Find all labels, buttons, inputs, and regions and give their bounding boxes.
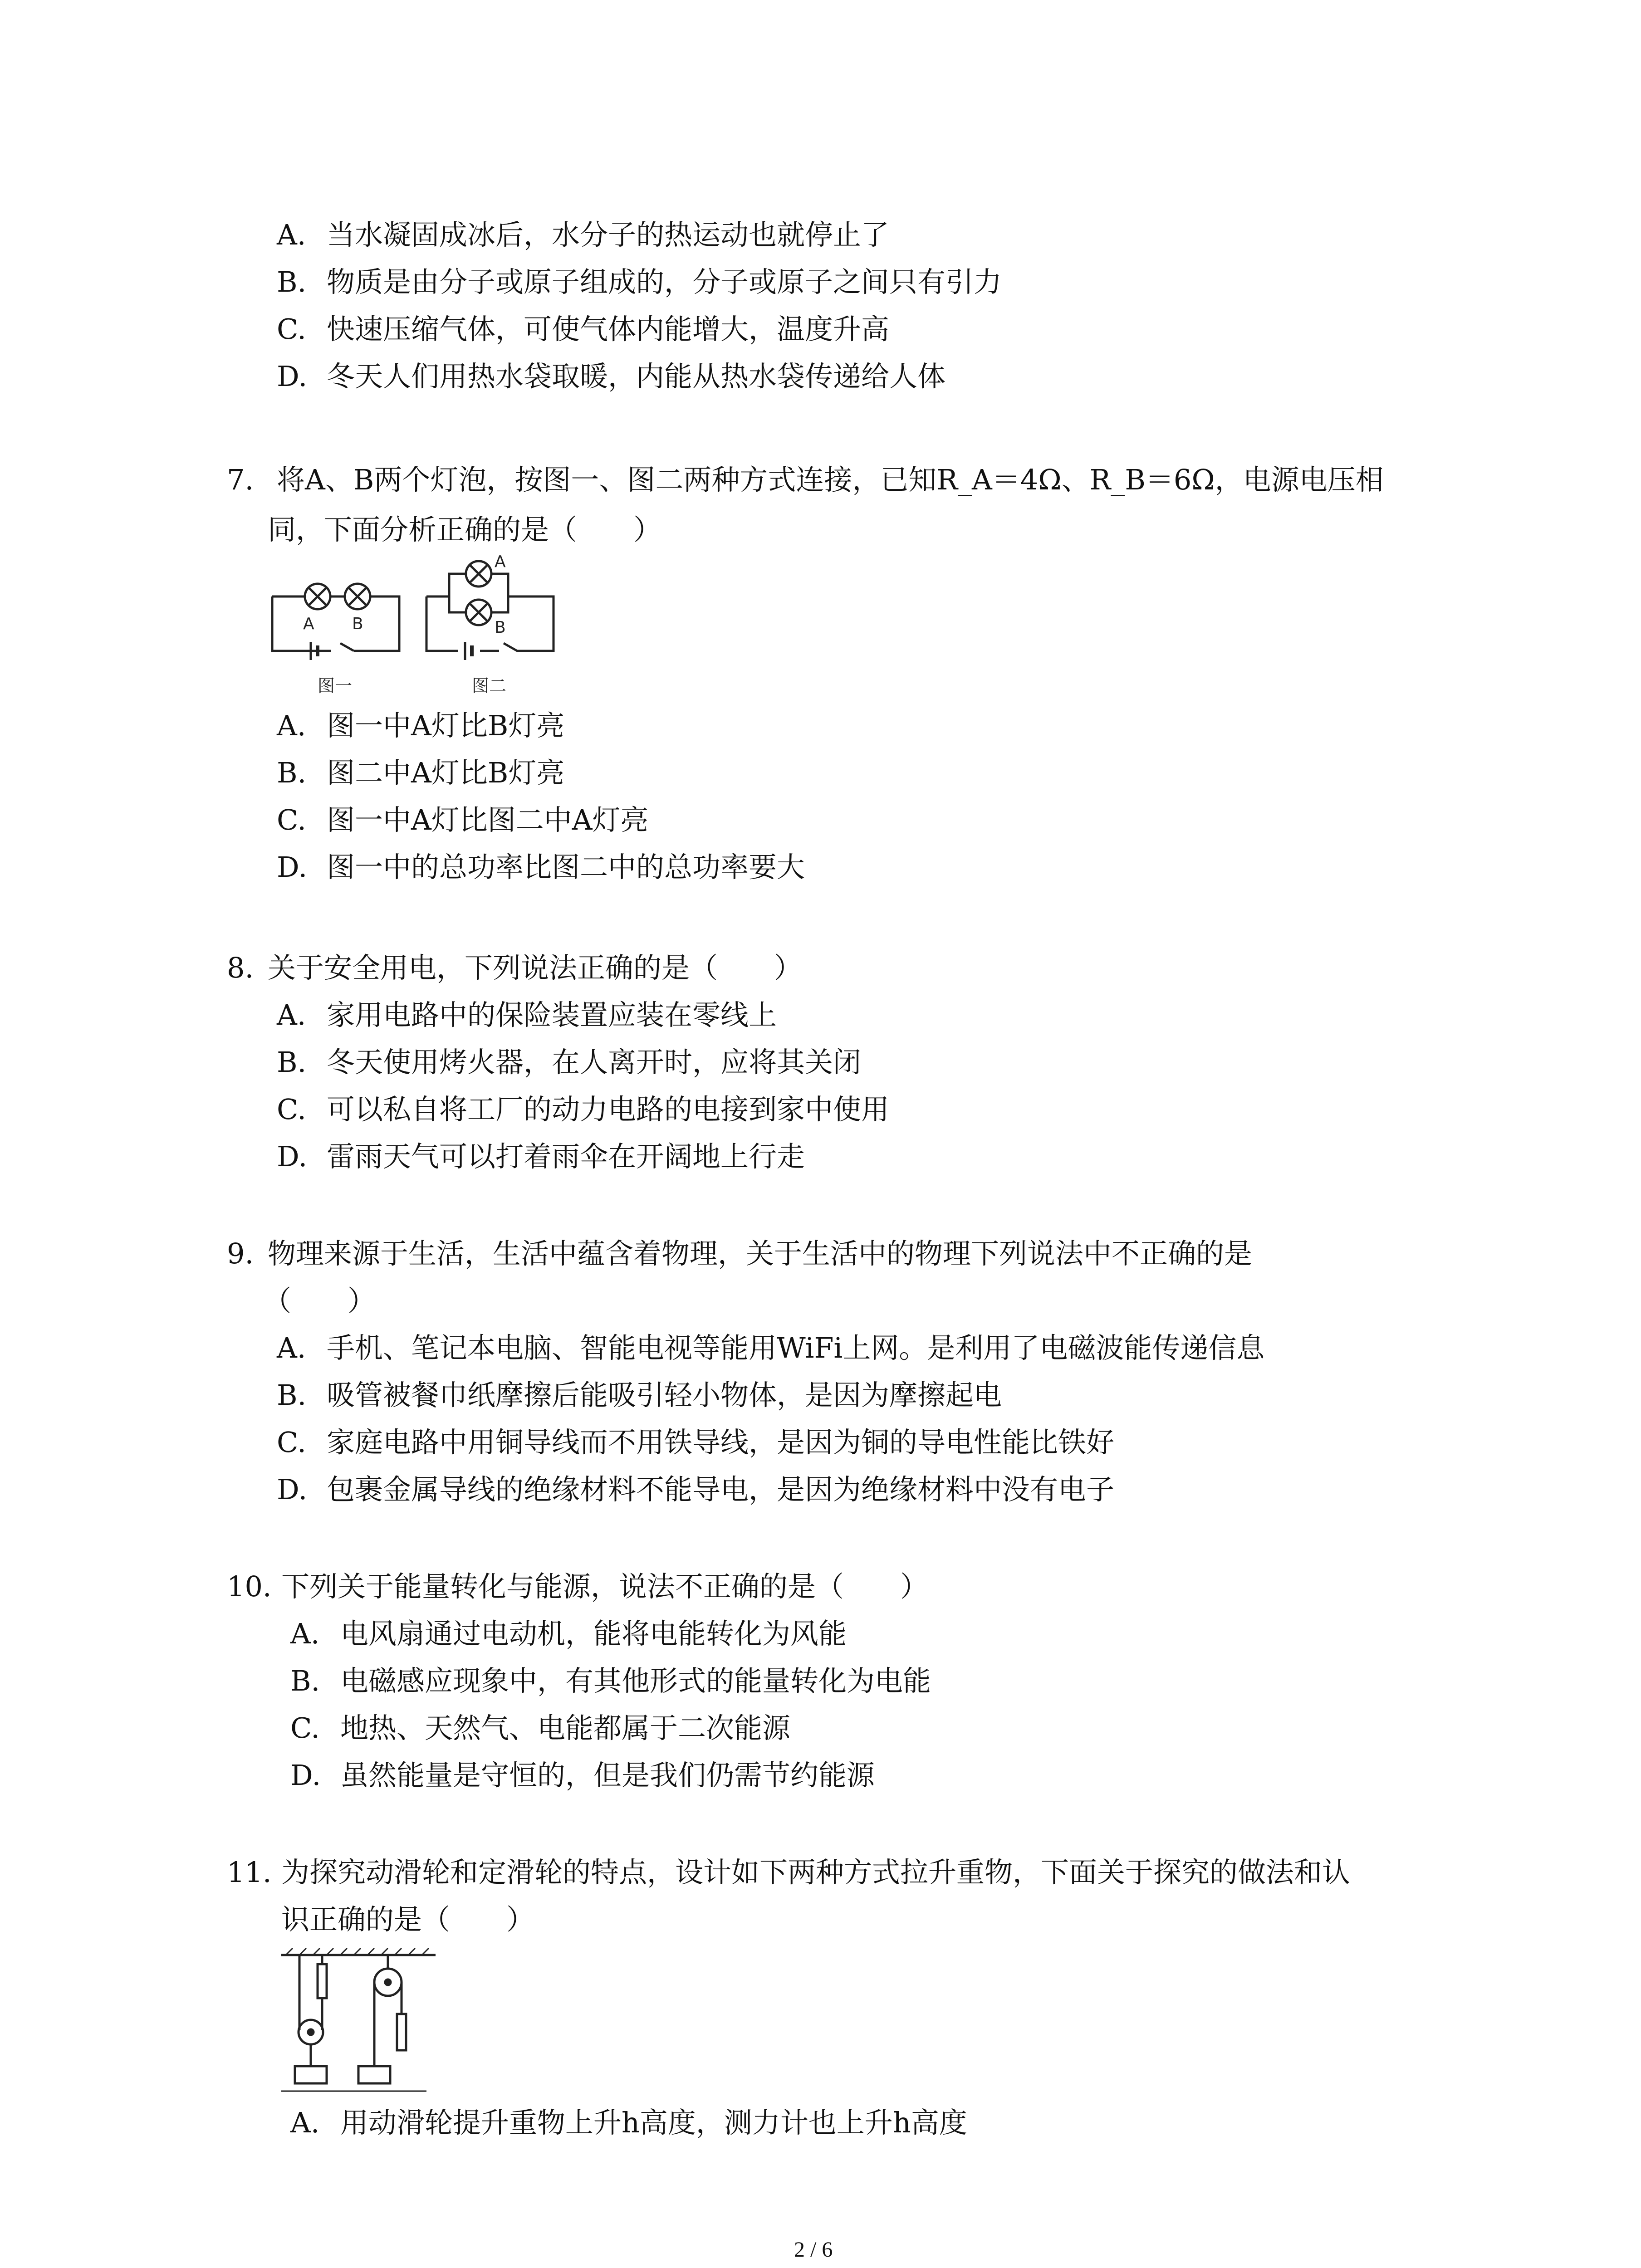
option-text: 家庭电路中用铜导线而不用铁导线，是因为铜的导电性能比铁好: [327, 1426, 1115, 1459]
option-letter: C.: [277, 803, 306, 836]
option-letter: D.: [277, 1473, 308, 1506]
q11-option-a: [290, 2105, 967, 2141]
option-letter: D.: [290, 1759, 321, 1792]
q8-option-b: [277, 1044, 861, 1080]
q9-stem-line1: 物理来源于生活，生活中蕴含着物理，关于生活中的物理下列说法中不正确的是: [268, 1237, 1253, 1270]
q10-option-b: [290, 1663, 931, 1699]
q8-number: 8.: [227, 951, 254, 984]
option-text: 电风扇通过电动机，能将电能转化为风能: [340, 1617, 847, 1650]
q11-stem-line2: 识正确的是（ ）: [281, 1903, 535, 1936]
option-letter: D.: [277, 1140, 308, 1173]
option-letter: A.: [290, 1617, 320, 1650]
option-letter: A.: [277, 218, 306, 251]
q9-option-d: [277, 1471, 1114, 1508]
option-letter: B.: [290, 1664, 320, 1697]
fig2-label-b: B: [495, 618, 506, 637]
option-letter: B.: [277, 1046, 307, 1079]
q8-option-d: [277, 1139, 805, 1175]
option-text: 物质是由分子或原子组成的，分子或原子之间只有引力: [327, 265, 1002, 298]
option-text: 冬天使用烤火器，在人离开时，应将其关闭: [327, 1046, 862, 1079]
option-text: 地热、天然气、电能都属于二次能源: [340, 1711, 791, 1745]
spring-scale-left: [318, 1964, 327, 1998]
spring-scale-right: [397, 2014, 406, 2050]
fig1-label-a: A: [303, 615, 314, 633]
q11-pulley-figure: [277, 1946, 440, 2100]
option-text: 冬天人们用热水袋取暖，内能从热水袋传递给人体: [327, 360, 946, 393]
option-letter: B.: [277, 756, 307, 789]
option-letter: C.: [277, 1426, 306, 1459]
option-text: 雷雨天气可以打着雨伞在开阔地上行走: [327, 1140, 805, 1173]
q10-option-c: [290, 1710, 790, 1746]
q10-option-a: [290, 1616, 847, 1652]
option-text: 可以私自将工厂的动力电路的电接到家中使用: [327, 1093, 890, 1126]
q9-option-a: [277, 1330, 1264, 1366]
q7-option-b: [277, 755, 564, 791]
option-text: 手机、笔记本电脑、智能电视等能用WiFi上网。是利用了电磁波能传递信息: [327, 1331, 1265, 1364]
option-letter: D.: [277, 360, 308, 393]
q10-number: 10.: [227, 1570, 272, 1603]
page-number: 2 / 6: [794, 2238, 833, 2262]
q8-option-c: [277, 1091, 889, 1128]
option-letter: A.: [277, 998, 306, 1031]
q9-stem-line2: （ ）: [263, 1284, 376, 1317]
option-letter: A.: [277, 709, 306, 742]
q7-option-d: [277, 849, 805, 885]
q9-number: 9.: [227, 1237, 254, 1270]
q6-option-d: [277, 358, 945, 395]
weight-right: [358, 2066, 390, 2083]
q7-stem-line2: 同，下面分析正确的是（ ）: [268, 513, 662, 546]
option-letter: B.: [277, 1378, 307, 1412]
q6-option-c: [277, 311, 889, 347]
option-letter: D.: [277, 850, 308, 884]
option-letter: B.: [277, 265, 307, 298]
q9-option-b: [277, 1377, 1002, 1413]
fig2-wire: [426, 574, 554, 651]
q7-option-c: [277, 802, 649, 838]
option-text: 当水凝固成冰后，水分子的热运动也就停止了: [327, 218, 890, 251]
q7-stem-line1: 将A、B两个灯泡，按图一、图二两种方式连接，已知R_A＝4Ω、R_B＝6Ω，电源电压相: [277, 463, 1384, 496]
option-text: 用动滑轮提升重物上升h高度，测力计也上升h高度: [340, 2106, 967, 2139]
option-text: 电磁感应现象中，有其他形式的能量转化为电能: [340, 1664, 931, 1697]
q9-option-c: [277, 1424, 1114, 1461]
q7-option-a: [277, 708, 564, 744]
option-letter: C.: [290, 1711, 320, 1745]
option-text: 包裹金属导线的绝缘材料不能导电，是因为绝缘材料中没有电子: [327, 1473, 1115, 1506]
option-letter: A.: [290, 2106, 320, 2139]
fig1-caption: 图一: [318, 676, 353, 696]
fig2-label-a: A: [495, 553, 506, 571]
fig2-switch: [504, 643, 517, 651]
q7-circuit-figures: [263, 553, 572, 703]
option-text: 吸管被餐巾纸摩擦后能吸引轻小物体，是因为摩擦起电: [327, 1378, 1002, 1412]
option-text: 图一中的总功率比图二中的总功率要大: [327, 850, 805, 884]
fig1-label-b: B: [352, 615, 363, 633]
q6-option-a: [277, 217, 889, 253]
q11-stem-line1: 为探究动滑轮和定滑轮的特点，设计如下两种方式拉升重物，下面关于探究的做法和认: [281, 1856, 1351, 1889]
q10-stem: 下列关于能量转化与能源，说法不正确的是（ ）: [281, 1570, 929, 1603]
q8-option-a: [277, 997, 777, 1033]
option-letter: C.: [277, 1093, 306, 1126]
fig1-switch: [340, 643, 354, 651]
fig2-caption: 图二: [472, 676, 507, 696]
q10-option-d: [290, 1757, 875, 1794]
q8-stem: 关于安全用电，下列说法正确的是（ ）: [268, 951, 803, 984]
q11-number: 11.: [227, 1856, 272, 1889]
option-text: 虽然能量是守恒的，但是我们仍需节约能源: [340, 1759, 875, 1792]
option-text: 图一中A灯比图二中A灯亮: [327, 803, 649, 836]
weight-left: [295, 2066, 327, 2083]
option-text: 家用电路中的保险装置应装在零线上: [327, 998, 777, 1031]
option-letter: C.: [277, 313, 306, 346]
q6-option-b: [277, 264, 1002, 300]
option-text: 快速压缩气体，可使气体内能增大，温度升高: [327, 313, 890, 346]
q7-number: 7.: [227, 463, 254, 496]
option-letter: A.: [277, 1331, 306, 1364]
option-text: 图一中A灯比B灯亮: [327, 709, 565, 742]
option-text: 图二中A灯比B灯亮: [327, 756, 565, 789]
fig1-wire: [272, 596, 399, 651]
